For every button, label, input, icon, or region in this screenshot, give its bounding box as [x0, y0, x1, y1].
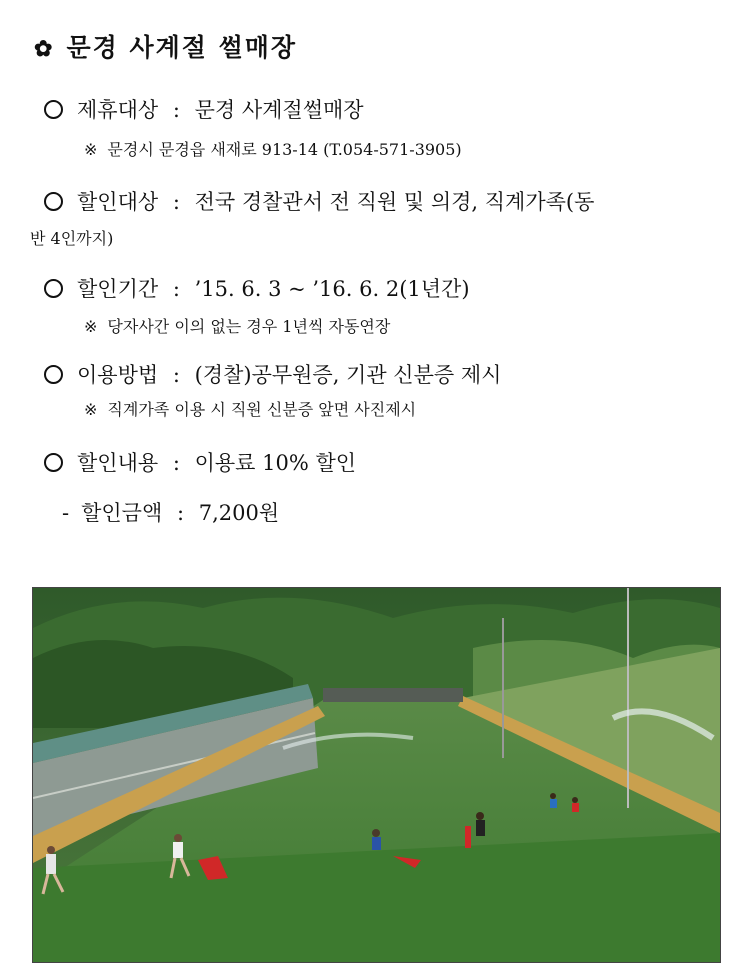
item-value: (경찰)공무원증, 기관 신분증 제시 — [194, 363, 502, 387]
circle-bullet-icon — [44, 279, 63, 298]
circle-bullet-icon — [44, 192, 63, 211]
item-partner — [44, 94, 364, 124]
item-value: 문경 사계절썰매장 — [194, 98, 364, 122]
item-discount — [44, 447, 356, 477]
item-label: 할인기간 — [77, 277, 159, 301]
item-label: 제휴대상 — [77, 98, 159, 122]
item-label: 할인내용 — [77, 451, 159, 475]
item-target-continued: 반 4인까지) — [30, 229, 114, 248]
circle-bullet-icon — [44, 365, 63, 384]
note-text: 당자사간 이의 없는 경우 1년씩 자동연장 — [107, 317, 391, 336]
item-sep: : — [172, 98, 180, 122]
item-sep: : — [172, 190, 180, 214]
item-value: 이용료 10% 할인 — [194, 451, 357, 475]
item-value: 전국 경찰관서 전 직원 및 의경, 직계가족(동 — [194, 190, 595, 214]
note-renewal — [84, 314, 390, 337]
circle-bullet-icon — [44, 453, 63, 472]
item-period — [44, 273, 470, 303]
item-sep: : — [172, 451, 180, 475]
note-family — [84, 397, 416, 420]
item-usage — [44, 359, 501, 389]
flower-bullet-icon: ✿ — [34, 36, 55, 62]
page-title — [34, 28, 297, 64]
title-text: 문경 사계절 썰매장 — [66, 33, 298, 62]
sub-item-price — [62, 497, 279, 527]
note-address — [84, 137, 462, 160]
item-label: 할인대상 — [77, 190, 159, 214]
item-sep: : — [172, 277, 180, 301]
sledding-park-photo — [32, 587, 721, 963]
sub-item-sep: : — [176, 501, 185, 525]
note-mark: ※ — [84, 317, 98, 336]
dash: - — [62, 501, 70, 525]
item-label: 이용방법 — [77, 363, 159, 387]
note-text: 문경시 문경읍 새재로 913-14 (T.054-571-3905) — [107, 140, 462, 159]
sub-item-label: 할인금액 — [81, 501, 163, 525]
circle-bullet-icon — [44, 100, 63, 119]
item-sep: : — [172, 363, 180, 387]
sub-item-value: 7,200원 — [198, 501, 280, 525]
note-mark: ※ — [84, 400, 98, 419]
note-mark: ※ — [84, 140, 98, 159]
item-value: ’15. 6. 3 ~ ’16. 6. 2(1년간) — [194, 277, 470, 301]
note-text: 직계가족 이용 시 직원 신분증 앞면 사진제시 — [107, 400, 417, 419]
item-target — [44, 186, 594, 216]
